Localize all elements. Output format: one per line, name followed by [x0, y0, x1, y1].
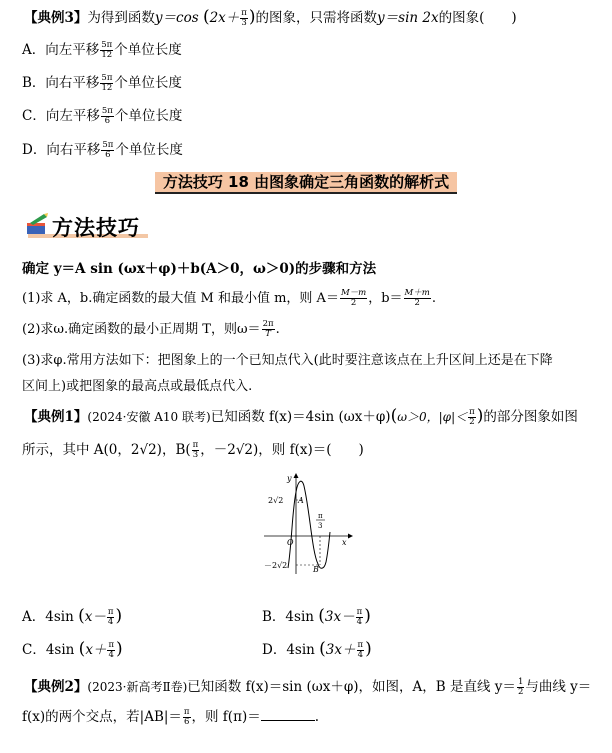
method-step-3-line1: (3)求φ.常用方法如下：把图象上的一个已知点代入(此时要注意该点在上升区间上还是在下降: [22, 353, 553, 368]
example-label: 【典例2】: [24, 679, 88, 695]
method-step-2: (2)求ω.确定函数的最小正周期 T，则ω＝ $\frac{2\pi}{T}$ .: [22, 319, 280, 339]
option-b[interactable]: B．向右平移 $\frac{5\pi}{12}$ 个单位长度: [22, 73, 182, 93]
example2-question-line2: f(x)的两个交点，若|AB|＝ $\frac{\pi}{6}$ ，则 f(π)＝ .: [22, 707, 320, 727]
example1-question-line1: 【典例1】(2024·安徽 A10 联考)已知函数 f(x)＝4sin (ωx＋φ)(ω＞0，|φ|＜ $\frac{\pi}{2}$ )的部分图象如图: [24, 406, 578, 427]
y-label: y: [287, 474, 292, 483]
tick-num: π: [318, 512, 323, 520]
ex1-option-c[interactable]: C．4sin (x＋ $\frac{\pi}{4}$ ): [22, 639, 123, 660]
origin-label: O: [287, 538, 294, 547]
method-heading: 方法技巧: [20, 212, 150, 240]
example1-question-line2: 所示，其中 A(0，2√2)，B( $\frac{\pi}{3}$ ，－2√2)，则 f(x)＝( ): [22, 440, 364, 460]
graph-svg: [258, 472, 358, 576]
function-graph: [258, 472, 358, 576]
example-label: 【典例1】: [24, 409, 88, 425]
answer-blank[interactable]: [261, 708, 315, 721]
example3-question: 【典例3】为得到函数y＝cos (2x＋ $\frac{\pi}{3}$ )的图象，只需将函数y＝sin 2x的图象( ): [24, 7, 517, 28]
option-a[interactable]: A．向左平移 $\frac{5\pi}{12}$ 个单位长度: [22, 40, 182, 60]
example-label: 【典例3】: [24, 10, 88, 26]
option-d[interactable]: D．向右平移 $\frac{5\pi}{6}$ 个单位长度: [22, 140, 183, 160]
sine-curve: [288, 481, 330, 568]
point-b-label: B: [313, 565, 319, 574]
ymin-label: －2√2: [264, 561, 288, 570]
pencil-book-icon: [24, 212, 50, 238]
method-intro: 确定 y＝A sin (ωx＋φ)＋b(A＞0，ω＞0)的步骤和方法: [22, 261, 377, 277]
example2-question-line1: 【典例2】(2023·新高考Ⅱ卷)已知函数 f(x)＝sin (ωx＋φ)，如图，A，B 是直线 y＝ $\frac{1}{2}$ 与曲线 y＝: [24, 677, 592, 697]
point-a-label: A: [298, 496, 304, 505]
method-step-3-line2: 区间上)或把图象的最高点或最低点代入.: [22, 379, 253, 394]
method-step-1: (1)求 A，b.确定函数的最大值 M 和最小值 m，则 A＝ $\frac{M-m}{2}$ ，b＝ $\frac{M+m}{2}$ .: [22, 288, 436, 308]
ex1-option-a[interactable]: A．4sin (x－ $\frac{\pi}{4}$ ): [22, 606, 123, 627]
option-c[interactable]: C．向左平移 $\frac{5\pi}{6}$ 个单位长度: [22, 106, 183, 126]
fraction: $\frac{\pi}{3}$: [241, 8, 247, 28]
ex1-option-b[interactable]: B．4sin (3x－ $\frac{\pi}{4}$ ): [262, 606, 371, 627]
ex1-option-d[interactable]: D．4sin (3x＋ $\frac{\pi}{4}$ ): [262, 639, 372, 660]
section-title: 方法技巧 18 由图象确定三角函数的解析式: [155, 172, 457, 194]
tick-den: 3: [318, 522, 323, 530]
ymax-label: 2√2: [268, 496, 284, 505]
x-label: x: [342, 538, 347, 547]
